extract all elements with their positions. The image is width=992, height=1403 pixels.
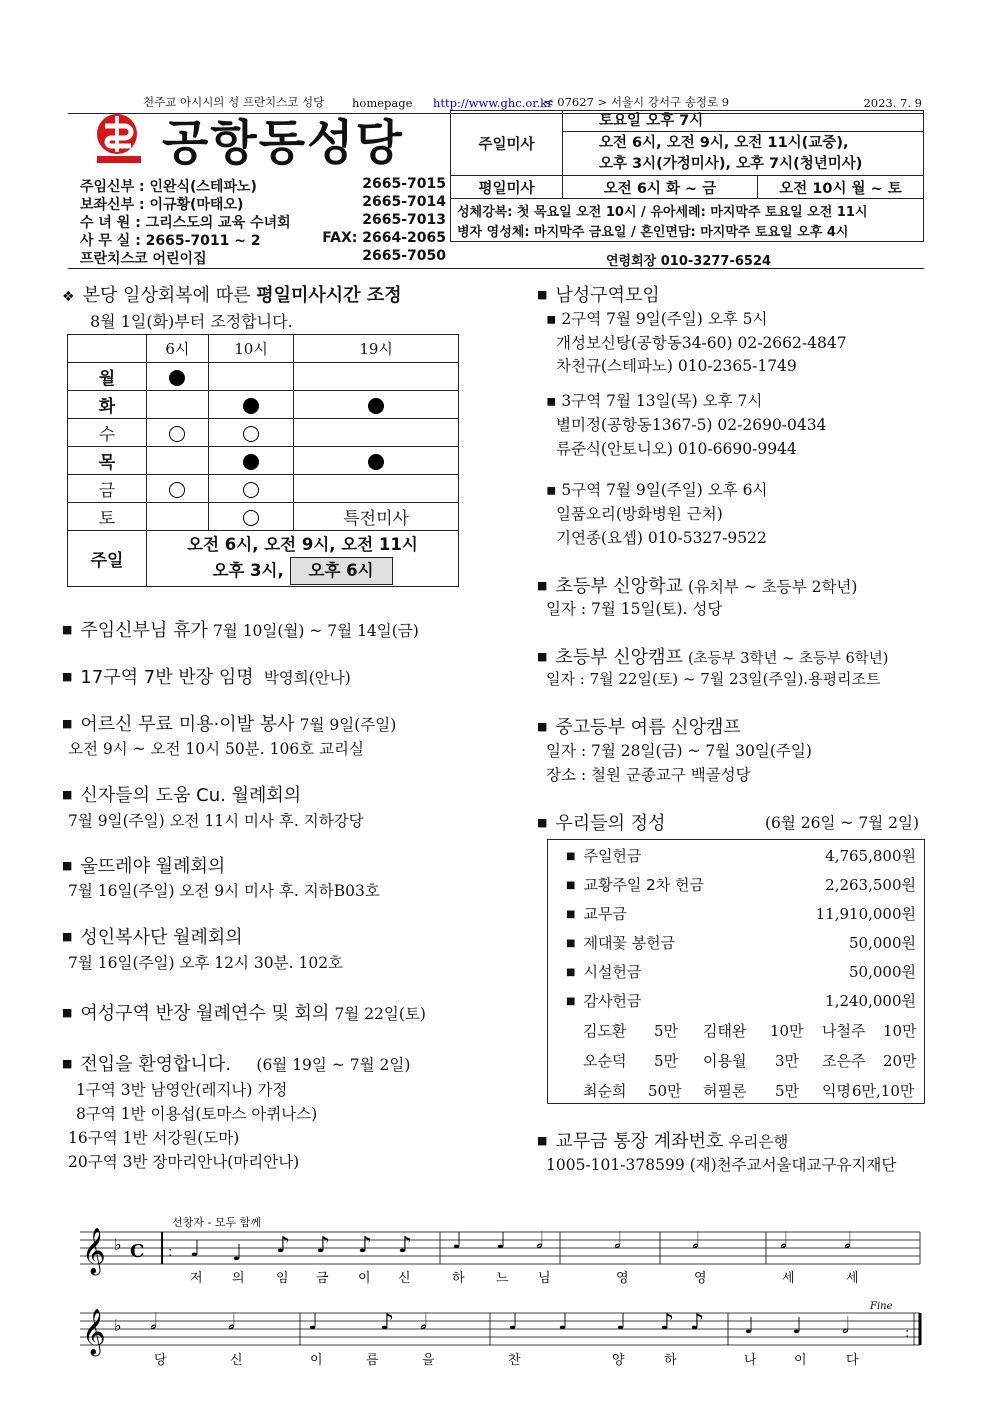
notice-body: 일자 : 7월 15일(토). 성당 — [546, 600, 723, 618]
table-row — [68, 447, 459, 475]
group-line: 류준식(안토니오) 010-6690-9944 — [556, 440, 797, 458]
notice-item — [62, 616, 419, 642]
group-head: ▪ 5구역 7월 9일(주일) 오후 6시 — [546, 481, 768, 499]
common-time-icon: C — [130, 1241, 145, 1262]
donor-amount: 20만 — [883, 1052, 917, 1070]
offering-item — [566, 874, 704, 895]
col-header: 10시 — [208, 335, 293, 363]
schedule-heading-text: 본당 일상회복에 따른 — [82, 285, 257, 306]
empty-circle-icon — [169, 426, 185, 442]
mass-cell — [147, 363, 209, 391]
treble-clef-icon: 𝄞 — [82, 1309, 106, 1355]
notice-title: 어르신 무료 미용·이발 봉사 — [80, 714, 295, 735]
mass-cell — [208, 363, 293, 391]
sunday-mass-times — [563, 111, 923, 176]
group-line: 기연종(요셉) 010-5327-9522 — [556, 529, 767, 547]
lyrics-line-1 — [190, 1270, 859, 1286]
notice-detail: (유치부 ~ 초등부 2학년) — [687, 578, 858, 596]
empty-circle-icon — [243, 426, 259, 442]
svg-text:𝅗𝅥: 𝅗𝅥 — [844, 1229, 851, 1254]
lyric: 이 — [794, 1353, 807, 1368]
svg-text:♩: ♩ — [508, 1310, 519, 1335]
mass-note: 성체강복: 첫 목요일 오전 10시 / 유아세례: 마지막주 토요일 오전 11시 — [457, 205, 868, 220]
staff-phone: 2665-7050 — [362, 248, 446, 264]
donor-amount: 50만 — [648, 1082, 682, 1100]
account-number: 1005-101-378599 (재)천주교서울대교구유지재단 — [546, 1156, 897, 1174]
lyric: 세 — [782, 1271, 795, 1286]
men-meeting-heading — [537, 281, 660, 307]
offering-item — [566, 932, 675, 953]
notice-body: 7월 16일(주일) 오전 9시 미사 후. 지하B03호 — [68, 882, 380, 900]
notice-item — [537, 572, 857, 598]
welcome-title: 전입을 환영합니다. — [80, 1054, 231, 1075]
square-bullet-icon: ■ — [537, 288, 548, 301]
weekday-mass-table — [67, 334, 459, 587]
homepage-label: homepage — [352, 96, 413, 110]
square-bullet-icon: ■ — [566, 851, 576, 862]
staff-name: 프란치스코 어린이집 — [80, 251, 207, 267]
day-cell: 주일 — [68, 531, 147, 587]
offering-title: 우리들의 정성 — [555, 813, 666, 834]
offering-heading — [537, 809, 665, 835]
svg-text:♪: ♪ — [380, 1310, 395, 1335]
filled-circle-icon — [243, 398, 259, 414]
notice-item — [537, 713, 741, 739]
welcome-heading — [62, 1050, 410, 1076]
staff-phone: 2665-7015 — [362, 176, 446, 192]
lyric: 님 — [538, 1271, 551, 1286]
weekday-mass-label: 평일미사 — [451, 176, 563, 199]
lyric: 다 — [846, 1353, 859, 1368]
col-header: 19시 — [294, 335, 459, 363]
svg-text:♩: ♩ — [452, 1229, 463, 1254]
notice-detail: 7월 22일(토) — [334, 1005, 426, 1023]
day-cell: 금 — [68, 475, 147, 503]
notice-title: 여성구역 반장 월례연수 및 회의 — [80, 1003, 330, 1024]
notice-detail: 7월 10일(월) ~ 7월 14일(금) — [212, 622, 419, 640]
donor-name: 김태완 — [703, 1022, 747, 1040]
donor-amount: 5만 — [654, 1052, 679, 1070]
mass-cell — [208, 475, 293, 503]
svg-text:♩: ♩ — [190, 1237, 201, 1262]
square-bullet-icon: ■ — [62, 788, 73, 801]
staff-name: 수 녀 원 : 그리스도의 교육 수녀회 — [80, 215, 291, 231]
mass-cell — [147, 503, 209, 531]
svg-text:♩: ♩ — [308, 1310, 319, 1335]
notice-body: 7월 9일(주일) 오전 11시 미사 후. 지하강당 — [68, 812, 364, 830]
church-line: 천주교 아시시의 성 프란치스코 성당 — [143, 95, 325, 109]
offering-amount: 2,263,500원 — [825, 876, 916, 894]
mass-cell — [294, 419, 459, 447]
mass-cell — [208, 391, 293, 419]
table-row — [68, 391, 459, 419]
mass-cell — [208, 447, 293, 475]
weekday-mass-1: 오전 6시 화 ~ 금 — [563, 176, 758, 199]
lyric: 하 — [664, 1353, 677, 1368]
staff-row — [80, 212, 446, 230]
notice-body: 일자 : 7월 28일(금) ~ 7월 30일(주일) — [546, 742, 812, 760]
table-row — [68, 419, 459, 447]
svg-text:♩: ♩ — [744, 1314, 755, 1339]
table-row — [68, 503, 459, 531]
col-header: 6시 — [147, 335, 209, 363]
offering-item — [566, 990, 641, 1011]
lyric: 하 — [452, 1271, 465, 1286]
notice-detail: (초등부 3학년 ~ 초등부 6학년) — [687, 651, 889, 667]
filled-circle-icon — [169, 370, 185, 386]
men-meeting-title: 남성구역모임 — [555, 285, 660, 306]
diamond-cluster-icon: ❖ — [62, 289, 75, 305]
lyric: 금 — [316, 1271, 329, 1286]
staff-row — [80, 248, 446, 266]
group-head: ▪ 3구역 7월 13일(목) 오후 7시 — [546, 392, 763, 410]
notice-title: 중고등부 여름 신앙캠프 — [555, 717, 741, 738]
notice-body: 7월 16일(주일) 오후 12시 30분. 102호 — [68, 954, 344, 972]
staff-phone: 2665-7014 — [362, 194, 446, 210]
offering-amount: 11,910,000원 — [815, 905, 916, 923]
lyric: 양 — [612, 1353, 625, 1368]
square-bullet-icon: ■ — [62, 1006, 73, 1019]
lyric: 느 — [496, 1271, 509, 1286]
donor-name: 허필론 — [703, 1082, 747, 1100]
treble-clef-icon: 𝄞 — [82, 1228, 106, 1274]
lyric: 의 — [232, 1271, 245, 1286]
offering-label: 감사헌금 — [583, 992, 642, 1010]
group-head: ▪ 2구역 7월 9일(주일) 오후 5시 — [546, 310, 768, 328]
sunday-6pm-highlight: 오후 6시 — [290, 557, 393, 585]
svg-text:𝅗𝅥: 𝅗𝅥 — [692, 1229, 699, 1254]
mass-cell — [208, 503, 293, 531]
square-bullet-icon: ■ — [537, 650, 548, 663]
square-bullet-icon: ■ — [537, 579, 548, 592]
staff-row — [80, 194, 446, 212]
sunday-line: 토요일 오후 7시 — [563, 111, 923, 132]
filled-circle-icon — [368, 398, 384, 414]
schedule-heading-bold: 평일미사시간 조정 — [256, 285, 402, 306]
score-direction: 선창자 - 모두 함께 — [172, 1216, 261, 1229]
svg-text:♪: ♪ — [358, 1233, 373, 1258]
page-title: 공항동성당 — [162, 115, 404, 171]
day-cell: 목 — [68, 447, 147, 475]
square-bullet-icon: ■ — [566, 967, 576, 978]
sunday-cell — [147, 531, 459, 587]
divider — [68, 268, 924, 269]
staff-name: 주임신부 : 인완식(스테파노) — [80, 179, 257, 195]
donor-name: 익명 — [822, 1082, 851, 1100]
offering-amount: 50,000원 — [849, 963, 916, 981]
lyrics-line-2 — [154, 1352, 859, 1368]
table-header-row — [68, 335, 459, 363]
svg-text:𝅗𝅥: 𝅗𝅥 — [842, 1314, 849, 1339]
notice-title: 17구역 7반 반장 임명 — [80, 667, 254, 688]
sunday-line: 오전 6시, 오전 9시, 오전 11시(교중), — [599, 135, 849, 151]
welcome-line: 20구역 3반 장마리안나(마리안나) — [68, 1153, 300, 1171]
square-bullet-icon: ■ — [62, 859, 73, 872]
mass-cell — [294, 391, 459, 419]
flat-icon: ♭ — [114, 1316, 122, 1335]
sunday-times-a: 오후 3시, — [212, 560, 284, 580]
lyric: 찬 — [508, 1353, 521, 1368]
donor-name: 김도환 — [583, 1022, 627, 1040]
svg-text:♩: ♩ — [616, 1310, 627, 1335]
weekday-mass-2: 오전 10시 월 ~ 토 — [758, 176, 923, 199]
staff-row — [80, 230, 446, 248]
homepage-link[interactable]: http://www.ghc.or.kr — [433, 96, 553, 110]
notice-item — [62, 781, 301, 807]
notice-title: 주임신부님 휴가 — [80, 620, 208, 641]
staff-list — [80, 176, 446, 266]
notice-body: 일자 : 7월 22일(토) ~ 7월 23일(주일).용평리조트 — [546, 670, 881, 688]
account-bank: 우리은행 — [728, 1133, 789, 1151]
lyric: 신 — [398, 1271, 411, 1286]
offering-amount: 1,240,000원 — [825, 992, 916, 1010]
square-bullet-icon: ■ — [62, 670, 73, 683]
svg-text:♪: ♪ — [276, 1233, 291, 1258]
notice-item — [62, 663, 351, 689]
lyric: 당 — [154, 1353, 167, 1368]
mass-cell — [147, 419, 209, 447]
lyric: 이 — [358, 1271, 371, 1286]
square-bullet-icon: ■ — [62, 1057, 73, 1070]
lyric: 름 — [366, 1353, 379, 1368]
notice-title: 초등부 신앙캠프 — [555, 647, 683, 668]
day-cell: 월 — [68, 363, 147, 391]
svg-text:𝅗𝅥: 𝅗𝅥 — [420, 1310, 427, 1335]
lyric: 영 — [616, 1271, 629, 1286]
donor-amount: 10만 — [770, 1022, 804, 1040]
notice-item — [62, 923, 243, 949]
welcome-line: 8구역 1반 이용섭(토마스 아퀴나스) — [76, 1105, 318, 1123]
svg-text:♪: ♪ — [316, 1233, 331, 1258]
staff-name: 사 무 실 : 2665-7011 ~ 2 — [80, 233, 261, 249]
notice-detail: 7월 9일(주일) — [299, 716, 397, 734]
sunday-mass-label: 주일미사 — [451, 111, 563, 176]
svg-text:𝅗𝅥: 𝅗𝅥 — [228, 1310, 235, 1335]
square-bullet-icon: ■ — [62, 623, 73, 636]
welcome-line: 16구역 1반 서강원(도마) — [68, 1129, 240, 1147]
empty-circle-icon — [243, 482, 259, 498]
account-heading — [537, 1127, 788, 1153]
notice-title: 울뜨레야 월례회의 — [80, 856, 226, 877]
square-bullet-icon: ■ — [566, 880, 576, 891]
lyric: 이 — [310, 1353, 323, 1368]
day-cell: 수 — [68, 419, 147, 447]
mass-cell — [294, 363, 459, 391]
svg-text:♩: ♩ — [496, 1229, 507, 1254]
lyric: 신 — [230, 1353, 243, 1368]
staff-row — [80, 176, 446, 194]
offering-label: 교무금 — [583, 905, 627, 923]
square-bullet-icon: ■ — [566, 909, 576, 920]
notice-title: 초등부 신앙학교 — [555, 576, 683, 597]
svg-text:♪: ♪ — [398, 1233, 413, 1258]
church-logo-icon — [95, 112, 145, 164]
svg-text:♩: ♩ — [792, 1314, 803, 1339]
staff-fax: FAX: 2664-2065 — [322, 230, 446, 246]
staff-name: 보좌신부 : 이규황(마태오) — [80, 197, 244, 213]
day-cell: 화 — [68, 391, 147, 419]
offering-item — [566, 961, 641, 982]
repeat-dots-icon: : — [905, 1326, 910, 1341]
donor-name: 오순덕 — [583, 1052, 627, 1070]
lyric: 저 — [190, 1271, 203, 1286]
sunday-times: 오전 6시, 오전 9시, 오전 11시 — [187, 534, 418, 554]
donor-name: 이용월 — [703, 1052, 747, 1070]
schedule-heading — [62, 281, 402, 307]
donor-amount: 10만 — [883, 1022, 917, 1040]
lyric: 세 — [846, 1271, 859, 1286]
offering-amount: 4,765,800원 — [825, 847, 916, 865]
notice-detail: 박영희(안나) — [263, 669, 351, 687]
repeat-dots-icon: : — [168, 1245, 173, 1260]
mass-cell — [294, 475, 459, 503]
square-bullet-icon: ■ — [537, 720, 548, 733]
welcome-line: 1구역 3반 남영안(레지나) 가정 — [76, 1081, 288, 1099]
notice-body: 장소 : 철원 군종교구 백골성당 — [546, 766, 751, 784]
staff-phone: 2665-7013 — [362, 212, 446, 228]
mass-cell — [147, 391, 209, 419]
table-row — [68, 475, 459, 503]
empty-circle-icon — [169, 482, 185, 498]
filled-circle-icon — [368, 454, 384, 470]
offering-box — [547, 839, 925, 1104]
empty-circle-icon — [243, 510, 259, 526]
table-row — [68, 363, 459, 391]
offering-label: 제대꽃 봉헌금 — [583, 934, 676, 952]
square-bullet-icon: ■ — [566, 996, 576, 1007]
svg-text:𝅗𝅥: 𝅗𝅥 — [536, 1229, 543, 1254]
notice-title: 신자들의 도움 Cu. 월례회의 — [80, 785, 302, 806]
svg-text:𝅗𝅥: 𝅗𝅥 — [614, 1229, 621, 1254]
group-line: 차천규(스테파노) 010-2365-1749 — [556, 357, 797, 375]
account-title: 교무금 통장 계좌번호 — [555, 1131, 724, 1152]
notice-item — [62, 710, 396, 736]
offering-item — [566, 903, 627, 924]
flat-icon: ♭ — [114, 1235, 122, 1254]
offering-label: 주일헌금 — [583, 847, 642, 865]
notes-line-1 — [190, 1229, 851, 1266]
sunday-line: 오후 3시(가정미사), 오후 7시(청년미사) — [599, 156, 863, 172]
donor-amount: 3만 — [775, 1052, 800, 1070]
donor-amount: 6만,10만 — [852, 1082, 915, 1100]
svg-text:♪: ♪ — [660, 1310, 675, 1335]
notice-item — [62, 852, 225, 878]
mass-cell — [294, 447, 459, 475]
svg-text:𝅗𝅥: 𝅗𝅥 — [780, 1229, 787, 1254]
offering-label: 시설헌금 — [583, 963, 642, 981]
donor-name: 조은주 — [822, 1052, 866, 1070]
svg-text:♩: ♩ — [558, 1310, 569, 1335]
group-line: 개성보신탕(공항동34-60) 02-2662-4847 — [556, 334, 847, 352]
offering-amount: 50,000원 — [849, 934, 916, 952]
svg-text:𝅗𝅥: 𝅗𝅥 — [150, 1310, 157, 1335]
offering-period: (6월 26일 ~ 7월 2일) — [765, 814, 919, 832]
lyric: 영 — [694, 1271, 707, 1286]
filled-circle-icon — [243, 454, 259, 470]
square-bullet-icon: ■ — [537, 1134, 548, 1147]
donor-amount: 5만 — [775, 1082, 800, 1100]
mass-schedule-box — [450, 110, 924, 242]
lyric: 을 — [422, 1353, 435, 1368]
day-cell: 토 — [68, 503, 147, 531]
offering-item — [566, 845, 641, 866]
mass-cell — [147, 447, 209, 475]
fine-mark: Fine — [870, 1301, 893, 1312]
address: < 07627 > 서울시 강서구 송정로 9 — [544, 95, 730, 109]
issue-date: 2023. 7. 9 — [863, 96, 922, 110]
square-bullet-icon: ■ — [62, 717, 73, 730]
mass-cell — [208, 419, 293, 447]
sunday-times-2 — [147, 557, 458, 585]
square-bullet-icon: ■ — [537, 816, 548, 829]
mass-note: 병자 영성체: 마지막주 금요일 / 혼인면담: 마지막주 토요일 오후 4시 — [457, 225, 849, 240]
square-bullet-icon: ■ — [566, 938, 576, 949]
donor-amount: 5만 — [654, 1022, 679, 1040]
schedule-sub: 8월 1일(화)부터 조정합니다. — [90, 312, 293, 331]
notes-line-2 — [150, 1310, 849, 1339]
notice-item — [537, 643, 888, 669]
notice-item — [62, 999, 426, 1025]
corner-cell — [68, 335, 147, 363]
lyric: 임 — [276, 1271, 289, 1286]
notice-title: 성인복사단 월례회의 — [80, 927, 243, 948]
table-row — [68, 531, 459, 587]
group-line: 일품오리(방화병원 근처) — [556, 505, 723, 523]
lyric: 나 — [744, 1353, 757, 1368]
mass-cell: 특전미사 — [294, 503, 459, 531]
notice-body: 오전 9시 ~ 오전 10시 50분. 106호 교리실 — [68, 740, 364, 758]
donor-name: 최순희 — [583, 1082, 627, 1100]
donor-name: 나철주 — [822, 1022, 866, 1040]
group-line: 별미정(공항동1367-5) 02-2690-0434 — [556, 416, 827, 434]
square-bullet-icon: ■ — [62, 930, 73, 943]
offering-label: 교황주일 2차 헌금 — [583, 876, 704, 894]
mass-cell — [147, 475, 209, 503]
funeral-president: 연령회장 010-3277-6524 — [606, 254, 772, 269]
welcome-period: (6월 19일 ~ 7월 2일) — [256, 1056, 411, 1074]
svg-text:♪: ♪ — [690, 1310, 705, 1335]
music-score — [80, 1212, 926, 1377]
svg-text:♩: ♩ — [232, 1241, 243, 1266]
